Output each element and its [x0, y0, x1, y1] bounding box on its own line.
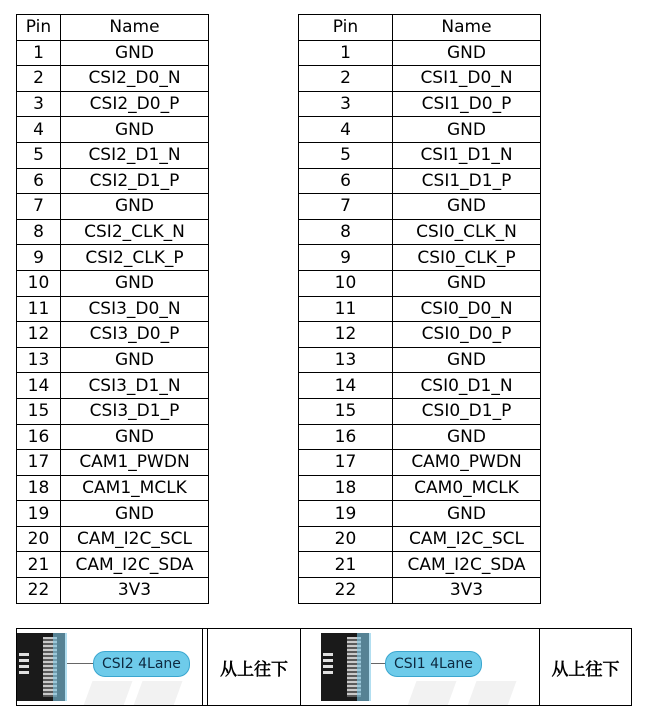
pin-table-csi2 — [16, 14, 209, 604]
table-row — [299, 373, 541, 399]
pin-number: 9 — [17, 245, 61, 271]
signal-name: CSI0_D0_N — [393, 296, 541, 322]
pin-number: 12 — [299, 322, 393, 348]
fpc-connector-image — [321, 633, 369, 701]
signal-name: CAM_I2C_SDA — [61, 552, 209, 578]
table-row — [299, 501, 541, 527]
pin-number: 18 — [299, 475, 393, 501]
signal-name: CSI3_D0_N — [61, 296, 209, 322]
signal-name: GND — [61, 40, 209, 66]
connector-caption-csi1: 从上往下 — [551, 659, 620, 680]
header-name: Name — [393, 15, 541, 41]
table-row — [17, 398, 209, 424]
signal-name: GND — [393, 40, 541, 66]
table-row — [299, 270, 541, 296]
signal-name: GND — [393, 347, 541, 373]
signal-name: CSI0_CLK_P — [393, 245, 541, 271]
pin-number: 1 — [17, 40, 61, 66]
signal-name: CAM_I2C_SCL — [393, 526, 541, 552]
signal-name: CAM_I2C_SCL — [61, 526, 209, 552]
header-pin: Pin — [299, 15, 393, 41]
connector-photo-csi1 — [321, 629, 531, 705]
pin-number: 10 — [299, 270, 393, 296]
signal-name: CAM1_PWDN — [61, 450, 209, 476]
table-row — [17, 245, 209, 271]
signal-name: GND — [393, 501, 541, 527]
connector-tag-csi2: CSI2 4Lane — [93, 651, 190, 677]
pin-number: 21 — [17, 552, 61, 578]
table-row — [299, 347, 541, 373]
table-row — [17, 347, 209, 373]
pin-number: 4 — [299, 117, 393, 143]
signal-name: GND — [61, 194, 209, 220]
pin-number: 11 — [299, 296, 393, 322]
signal-name: GND — [61, 117, 209, 143]
table-row — [299, 66, 541, 92]
fpc-connector-image — [17, 633, 65, 701]
signal-name: CSI1_D1_P — [393, 168, 541, 194]
signal-name: CSI1_D0_N — [393, 66, 541, 92]
table-row — [17, 475, 209, 501]
signal-name: GND — [61, 424, 209, 450]
pin-number: 9 — [299, 245, 393, 271]
table-row — [299, 398, 541, 424]
signal-name: GND — [61, 270, 209, 296]
pin-number: 12 — [17, 322, 61, 348]
table-row — [299, 91, 541, 117]
table-row — [299, 322, 541, 348]
table-row — [17, 117, 209, 143]
connector-photo-csi2 — [17, 629, 197, 705]
table-row — [17, 40, 209, 66]
pin-number: 20 — [299, 526, 393, 552]
connector-tag-csi1: CSI1 4Lane — [385, 651, 482, 677]
pin-number: 1 — [299, 40, 393, 66]
table-row — [299, 142, 541, 168]
table-header — [299, 15, 541, 41]
pin-number: 17 — [17, 450, 61, 476]
table-row — [299, 424, 541, 450]
table-row — [17, 552, 209, 578]
pin-number: 5 — [17, 142, 61, 168]
pin-number: 14 — [17, 373, 61, 399]
pin-number: 17 — [299, 450, 393, 476]
table-header — [17, 15, 209, 41]
signal-name: CSI2_D0_N — [61, 66, 209, 92]
signal-name: CSI3_D1_N — [61, 373, 209, 399]
pin-number: 13 — [299, 347, 393, 373]
pin-number: 6 — [17, 168, 61, 194]
signal-name: CSI3_D1_P — [61, 398, 209, 424]
table-row — [17, 142, 209, 168]
connector-caption-csi2: 从上往下 — [220, 659, 288, 680]
signal-name: CSI2_D0_P — [61, 91, 209, 117]
signal-name: 3V3 — [393, 578, 541, 604]
table-row — [17, 424, 209, 450]
pin-number: 8 — [17, 219, 61, 245]
pin-number: 21 — [299, 552, 393, 578]
table-row — [299, 194, 541, 220]
connector-strip — [16, 628, 632, 706]
signal-name: CSI1_D0_P — [393, 91, 541, 117]
signal-name: CAM_I2C_SDA — [393, 552, 541, 578]
signal-name: CAM0_PWDN — [393, 450, 541, 476]
signal-name: CAM1_MCLK — [61, 475, 209, 501]
pin-number: 22 — [299, 578, 393, 604]
pin-number: 16 — [299, 424, 393, 450]
table-row — [17, 322, 209, 348]
pin-number: 15 — [17, 398, 61, 424]
signal-name: CSI1_D1_N — [393, 142, 541, 168]
signal-name: GND — [393, 117, 541, 143]
table-row — [299, 296, 541, 322]
pin-number: 16 — [17, 424, 61, 450]
table-row — [299, 168, 541, 194]
pin-number: 20 — [17, 526, 61, 552]
signal-name: GND — [61, 501, 209, 527]
table-row — [299, 117, 541, 143]
table-row — [299, 578, 541, 604]
pin-number: 22 — [17, 578, 61, 604]
pin-number: 8 — [299, 219, 393, 245]
pin-number: 5 — [299, 142, 393, 168]
signal-name: CSI2_CLK_P — [61, 245, 209, 271]
pin-number: 7 — [17, 194, 61, 220]
pin-number: 3 — [17, 91, 61, 117]
table-row — [299, 450, 541, 476]
pin-number: 2 — [299, 66, 393, 92]
table-row — [17, 270, 209, 296]
signal-name: GND — [61, 347, 209, 373]
signal-name: CSI0_CLK_N — [393, 219, 541, 245]
table-row — [299, 552, 541, 578]
signal-name: CSI2_D1_P — [61, 168, 209, 194]
pin-number: 14 — [299, 373, 393, 399]
table-row — [299, 526, 541, 552]
signal-name: CSI0_D1_P — [393, 398, 541, 424]
header-pin: Pin — [17, 15, 61, 41]
signal-name: GND — [393, 270, 541, 296]
signal-name: 3V3 — [61, 578, 209, 604]
table-row — [299, 219, 541, 245]
pin-number: 2 — [17, 66, 61, 92]
signal-name: CSI2_CLK_N — [61, 219, 209, 245]
signal-name: CSI3_D0_P — [61, 322, 209, 348]
signal-name: GND — [393, 424, 541, 450]
table-row — [17, 168, 209, 194]
table-row — [17, 501, 209, 527]
table-row — [17, 91, 209, 117]
pin-number: 19 — [17, 501, 61, 527]
table-row — [299, 245, 541, 271]
table-row — [17, 450, 209, 476]
pin-number: 3 — [299, 91, 393, 117]
pin-number: 10 — [17, 270, 61, 296]
pin-number: 7 — [299, 194, 393, 220]
pin-table-csi1 — [298, 14, 541, 604]
signal-name: GND — [393, 194, 541, 220]
pin-number: 13 — [17, 347, 61, 373]
pin-number: 15 — [299, 398, 393, 424]
pin-number: 19 — [299, 501, 393, 527]
table-row — [299, 475, 541, 501]
table-row — [17, 66, 209, 92]
pin-number: 18 — [17, 475, 61, 501]
pin-number: 6 — [299, 168, 393, 194]
table-row — [17, 373, 209, 399]
table-row — [17, 526, 209, 552]
signal-name: CSI0_D1_N — [393, 373, 541, 399]
header-name: Name — [61, 15, 209, 41]
table-row — [17, 578, 209, 604]
signal-name: CSI2_D1_N — [61, 142, 209, 168]
signal-name: CAM0_MCLK — [393, 475, 541, 501]
table-row — [17, 296, 209, 322]
table-row — [17, 194, 209, 220]
table-row — [17, 219, 209, 245]
pin-number: 4 — [17, 117, 61, 143]
table-row — [299, 40, 541, 66]
pin-number: 11 — [17, 296, 61, 322]
signal-name: CSI0_D0_P — [393, 322, 541, 348]
